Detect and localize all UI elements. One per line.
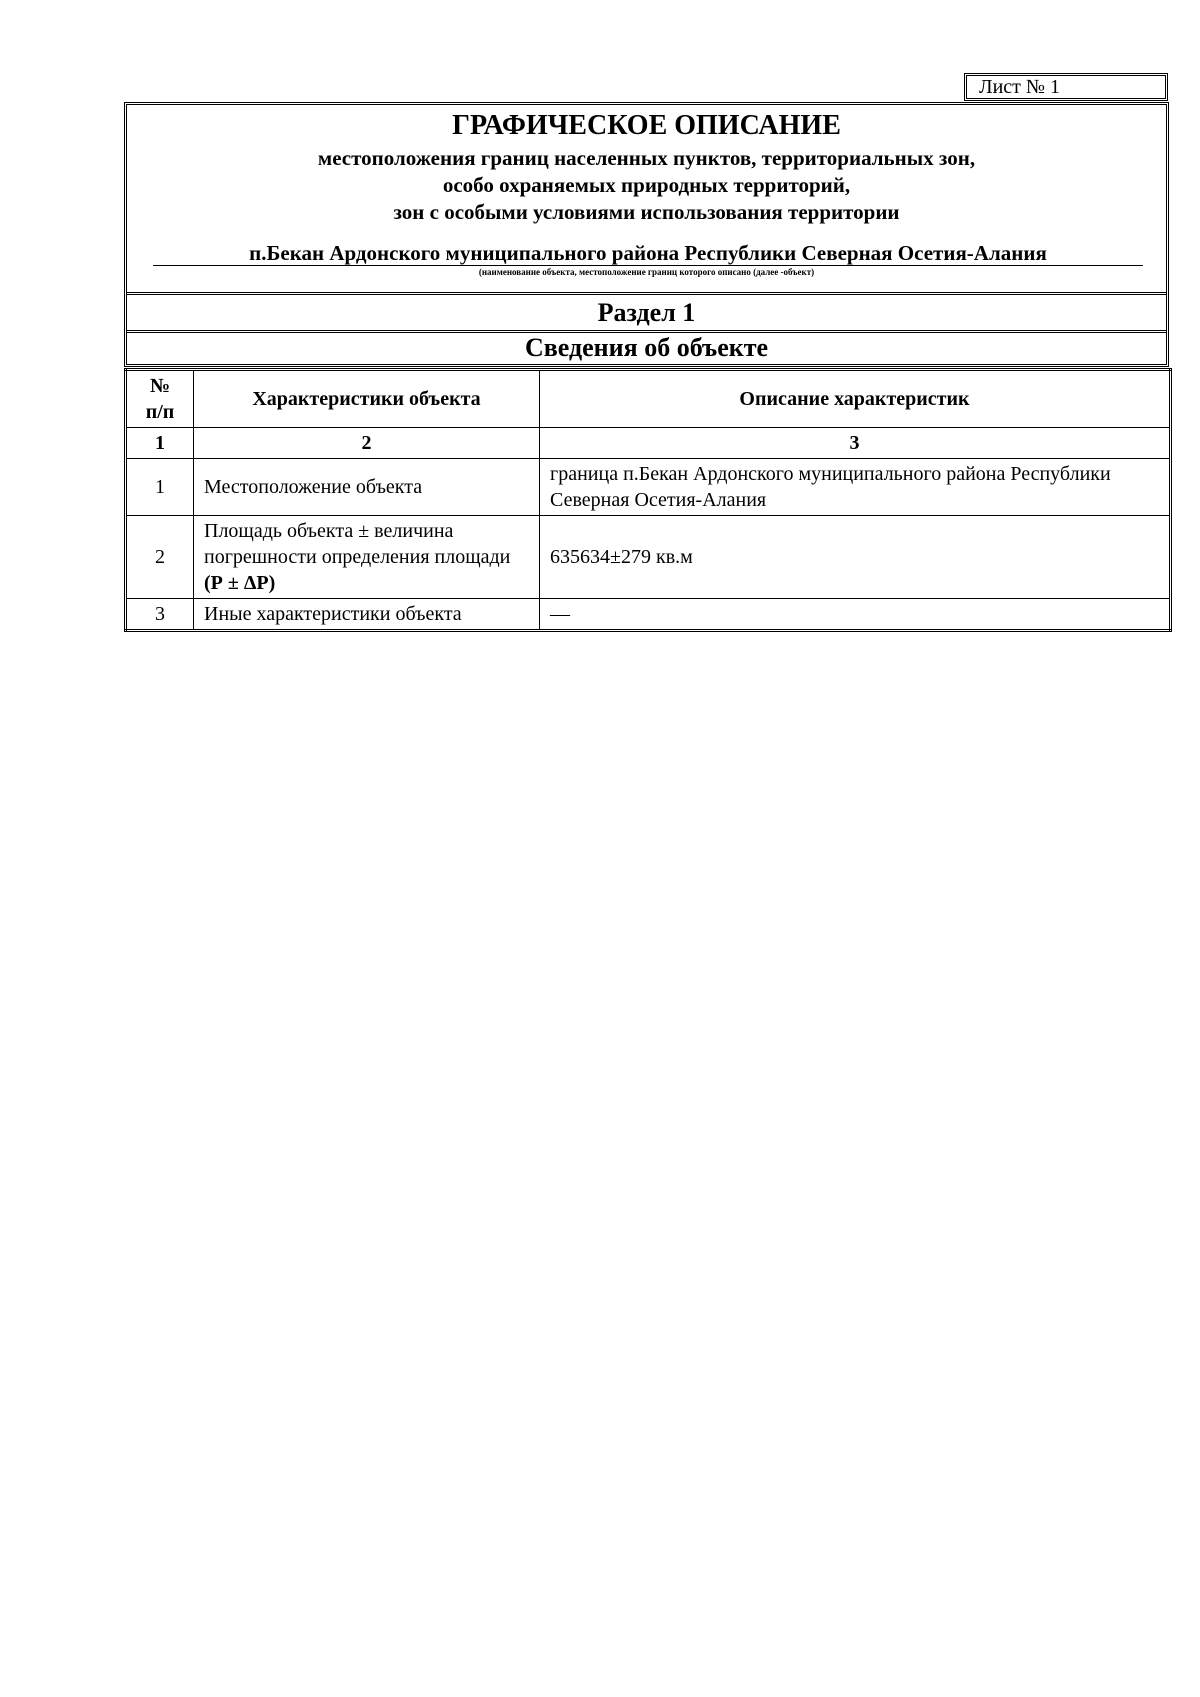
table-header-row — [126, 370, 1171, 428]
object-name: п.Бекан Ардонского муниципального района Республики Северная Осетия-Алания — [153, 241, 1143, 266]
document-subtitle — [127, 145, 1166, 226]
column-header-no — [126, 370, 194, 428]
column-number-row — [126, 428, 1171, 459]
row-number: 3 — [126, 599, 194, 631]
row-description: 635634±279 кв.м — [540, 516, 1171, 599]
document-header — [124, 102, 1169, 367]
column-header-characteristic: Характеристики объекта — [194, 370, 540, 428]
column-header-no-line: № — [149, 375, 171, 397]
sheet-number: Лист № 1 — [964, 73, 1168, 101]
object-name-caption: (наименование объекта, местоположение границ которого описано (далее -объект) — [478, 267, 815, 277]
row-characteristic — [194, 516, 540, 599]
subtitle-line: особо охраняемых природных территорий, — [442, 173, 851, 197]
table-row — [126, 599, 1171, 631]
row-description: — — [540, 599, 1171, 631]
column-header-description: Описание характеристик — [540, 370, 1171, 428]
row-number: 1 — [126, 459, 194, 516]
column-number: 1 — [126, 428, 194, 459]
area-formula: (Р ± ΔР) — [204, 572, 276, 594]
row-characteristic: Иные характеристики объекта — [194, 599, 540, 631]
column-number: 3 — [540, 428, 1171, 459]
row-characteristic: Местоположение объекта — [194, 459, 540, 516]
subtitle-line: зон с особыми условиями использования территории — [393, 200, 900, 224]
column-header-no-line: п/п — [145, 401, 175, 423]
divider — [127, 292, 1166, 295]
row-characteristic-text: Площадь объекта ± величина погрешности определения площади — [204, 520, 511, 568]
row-number: 2 — [126, 516, 194, 599]
document-title: ГРАФИЧЕСКОЕ ОПИСАНИЕ — [452, 110, 841, 141]
section-subtitle: Сведения об объекте — [524, 333, 769, 362]
table-row — [126, 516, 1171, 599]
section-title: Раздел 1 — [597, 298, 696, 327]
table-row — [126, 459, 1171, 516]
row-description: граница п.Бекан Ардонского муниципального района Республики Северная Осетия-Алания — [540, 459, 1171, 516]
column-number: 2 — [194, 428, 540, 459]
object-info-table — [124, 368, 1172, 632]
subtitle-line: местоположения границ населенных пунктов, территориальных зон, — [317, 146, 976, 170]
